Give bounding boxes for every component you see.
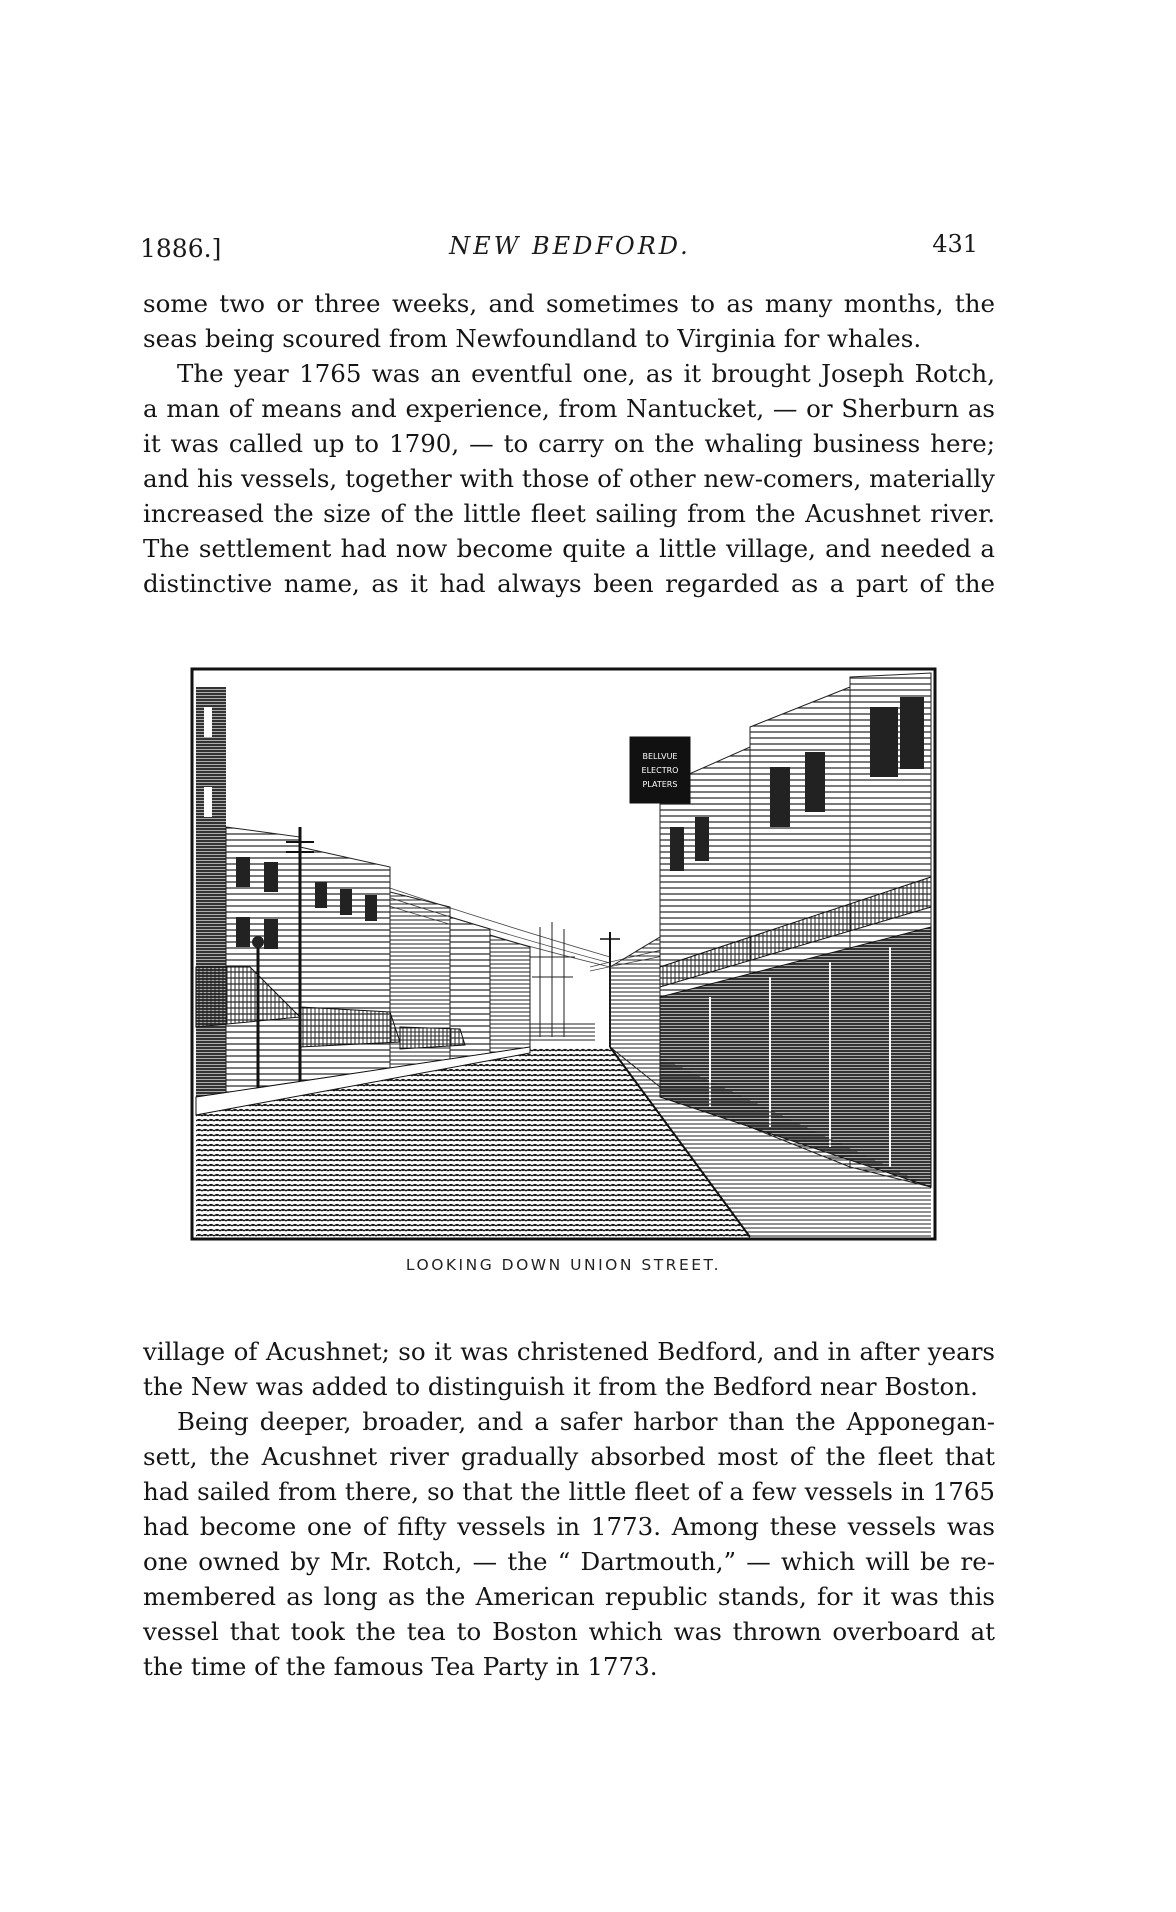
running-head [140, 226, 1000, 266]
text-line: distinctive name, as it had always been regarded as a part of the [143, 569, 995, 598]
text-line: Being deeper, broader, and a safer harbor than the Apponegan- [177, 1407, 995, 1436]
figure-caption: LOOKING DOWN UNION STREET. [405, 1256, 722, 1274]
sign-line-1: BELLVUE [642, 752, 678, 761]
text-block-top [143, 286, 995, 601]
text-line: some two or three weeks, and sometimes to as many months, the [143, 289, 995, 318]
street-illustration [190, 667, 937, 1241]
engraving-image [190, 667, 937, 1241]
text-block-bottom [143, 1334, 995, 1684]
sign-line-2: ELECTRO [641, 766, 679, 775]
text-line: sett, the Acushnet river gradually absorbed most of the fleet that [143, 1442, 995, 1471]
header-year: 1886.] [140, 234, 222, 263]
text-line: increased the size of the little fleet sailing from the Acushnet river. [143, 499, 995, 528]
text-line: had become one of fifty vessels in 1773. Among these vessels was [143, 1512, 995, 1541]
text-line: The settlement had now become quite a little village, and needed a [143, 534, 995, 563]
page-number: 431 [932, 230, 978, 258]
text-line: seas being scoured from Newfoundland to Virginia for whales. [143, 324, 922, 353]
text-line: it was called up to 1790, — to carry on the whaling business here; [143, 429, 995, 458]
text-line: the time of the famous Tea Party in 1773. [143, 1652, 658, 1681]
text-line: membered as long as the American republic stands, for it was this [143, 1582, 995, 1611]
text-line: and his vessels, together with those of other new-comers, materially [143, 464, 995, 493]
text-line: the New was added to distinguish it from the Bedford near Boston. [143, 1372, 978, 1401]
text-line: had sailed from there, so that the little fleet of a few vessels in 1765 [143, 1477, 995, 1506]
text-line: The year 1765 was an eventful one, as it brought Joseph Rotch, [177, 359, 995, 388]
text-line: village of Acushnet; so it was christened Bedford, and in after years [143, 1337, 995, 1366]
text-line: a man of means and experience, from Nantucket, — or Sherburn as [143, 394, 995, 423]
header-title: NEW BEDFORD. [449, 232, 691, 260]
text-line: one owned by Mr. Rotch, — the “ Dartmouth,” — which will be re- [143, 1547, 995, 1576]
sign-line-3: PLATERS [642, 780, 678, 789]
text-line: vessel that took the tea to Boston which was thrown overboard at [143, 1617, 995, 1646]
